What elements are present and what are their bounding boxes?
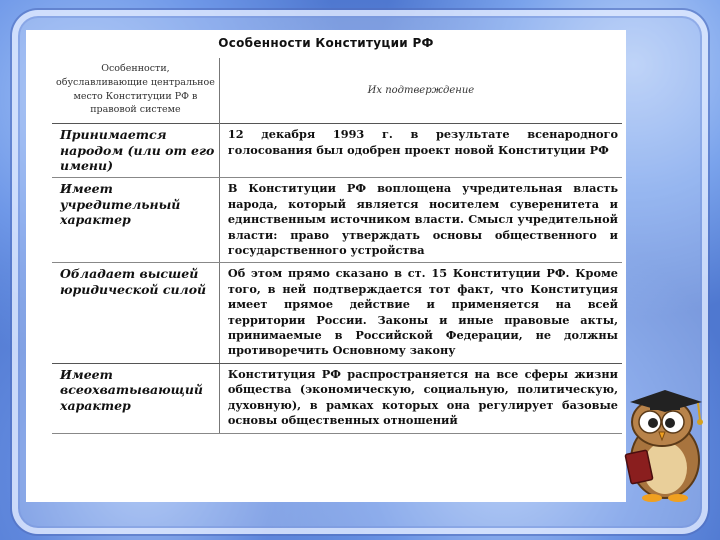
table-row	[52, 263, 622, 363]
row-feature: Принимается народом (или от его имени)	[52, 124, 219, 178]
table-row	[52, 363, 622, 433]
slide-content	[26, 30, 626, 502]
table-header-row	[52, 58, 622, 124]
row-feature: Имеет учредительный характер	[52, 178, 219, 263]
row-confirmation: Конституция РФ распространяется на все сферы жизни общества (экономическую, социальную, политическую, духовную), в рамках которых она регулирует базовые основы общественных отношений	[219, 363, 622, 433]
constitution-table	[52, 58, 622, 434]
slide-title: Особенности Конституции РФ	[218, 36, 434, 50]
table-row	[52, 124, 622, 178]
row-feature: Обладает высшей юридической силой	[52, 263, 219, 363]
header-feature: Особенности, обуславливающие центральное место Конституции РФ в правовой системе	[52, 58, 219, 124]
row-confirmation: В Конституции РФ воплощена учредительная власть народа, который является носителем суверенитета и единственным источником власти. Смысл учредительной власти: право утверждать основы общественного и государственного устройства	[219, 178, 622, 263]
row-confirmation: 12 декабря 1993 г. в результате всенародного голосования был одобрен проект новой Конституции РФ	[219, 124, 622, 178]
row-feature: Имеет всеохватывающий характер	[52, 363, 219, 433]
header-confirmation: Их подтверждение	[367, 85, 475, 97]
table-row	[52, 178, 622, 263]
owl-graduate-icon	[610, 382, 720, 502]
row-confirmation: Об этом прямо сказано в ст. 15 Конституции РФ. Кроме того, в ней подтверждается тот факт, что Конституция имеет прямое действие и применяется на всей территории России. Законы и иные правовые акты, принимаемые в Российской Федерации, не должны противоречить Основному закону	[219, 263, 622, 363]
